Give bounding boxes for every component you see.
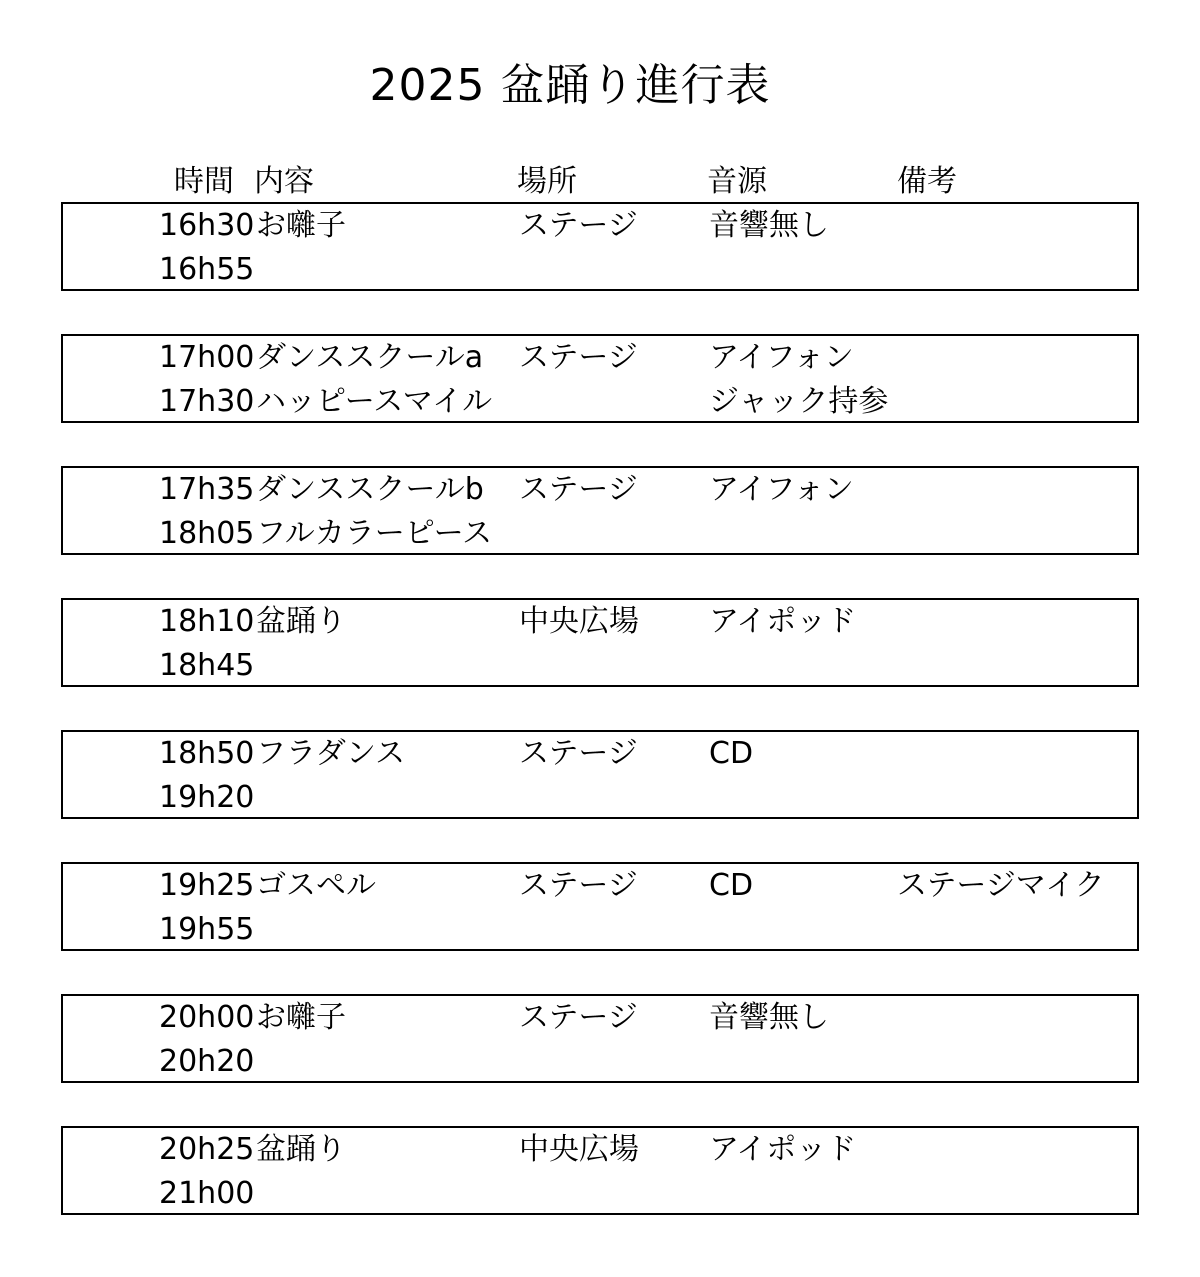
place: ステージ bbox=[519, 472, 638, 507]
program-name: ダンススクールb bbox=[256, 472, 484, 507]
schedule-row bbox=[61, 334, 1139, 423]
sound-source: アイポッド bbox=[709, 604, 857, 639]
start-time: 17h35 bbox=[159, 472, 255, 507]
header-content: 内容 bbox=[254, 164, 314, 199]
place: ステージ bbox=[519, 736, 638, 771]
program-name: フラダンス bbox=[256, 736, 406, 771]
schedule-row bbox=[61, 994, 1139, 1083]
end-time: 19h20 bbox=[159, 780, 255, 815]
place: ステージ bbox=[519, 208, 638, 243]
schedule-row bbox=[61, 730, 1139, 819]
program-name: 盆踊り bbox=[256, 604, 346, 639]
program-name: お囃子 bbox=[256, 1000, 346, 1035]
start-time: 18h50 bbox=[159, 736, 255, 771]
start-time: 16h30 bbox=[159, 208, 255, 243]
sound-source: アイポッド bbox=[709, 1132, 857, 1167]
sound-source: CD bbox=[709, 868, 754, 903]
program-name: ダンススクールa bbox=[256, 340, 484, 375]
program-name: ゴスペル bbox=[256, 868, 376, 903]
place: 中央広場 bbox=[519, 604, 639, 639]
start-time: 20h25 bbox=[159, 1132, 255, 1167]
end-time: 18h05 bbox=[159, 516, 255, 551]
header-source: 音源 bbox=[707, 164, 767, 199]
end-time: 21h00 bbox=[159, 1176, 255, 1211]
sound-source-detail: ジャック持参 bbox=[709, 384, 889, 419]
start-time: 18h10 bbox=[159, 604, 255, 639]
header-time: 時間 bbox=[174, 164, 234, 199]
page-title: 2025 盆踊り進行表 bbox=[369, 60, 771, 111]
sound-source: CD bbox=[709, 736, 754, 771]
sound-source: アイフォン bbox=[709, 472, 854, 507]
program-detail: フルカラーピース bbox=[256, 516, 493, 551]
place: ステージ bbox=[519, 868, 638, 903]
end-time: 17h30 bbox=[159, 384, 255, 419]
sound-source: アイフォン bbox=[709, 340, 854, 375]
place: ステージ bbox=[519, 340, 638, 375]
program-detail: ハッピースマイル bbox=[256, 384, 493, 419]
end-time: 18h45 bbox=[159, 648, 255, 683]
note: ステージマイク bbox=[897, 868, 1105, 903]
schedule-row bbox=[61, 598, 1139, 687]
sound-source: 音響無し bbox=[709, 1000, 829, 1035]
end-time: 19h55 bbox=[159, 912, 255, 947]
place: 中央広場 bbox=[519, 1132, 639, 1167]
place: ステージ bbox=[519, 1000, 638, 1035]
program-name: 盆踊り bbox=[256, 1132, 346, 1167]
schedule-row bbox=[61, 202, 1139, 291]
schedule-row bbox=[61, 1126, 1139, 1215]
schedule-row bbox=[61, 862, 1139, 951]
start-time: 17h00 bbox=[159, 340, 255, 375]
schedule-row bbox=[61, 466, 1139, 555]
sound-source: 音響無し bbox=[709, 208, 829, 243]
end-time: 16h55 bbox=[159, 252, 255, 287]
program-name: お囃子 bbox=[256, 208, 346, 243]
start-time: 19h25 bbox=[159, 868, 255, 903]
start-time: 20h00 bbox=[159, 1000, 255, 1035]
header-note: 備考 bbox=[897, 164, 957, 199]
header-place: 場所 bbox=[517, 164, 577, 199]
end-time: 20h20 bbox=[159, 1044, 255, 1079]
